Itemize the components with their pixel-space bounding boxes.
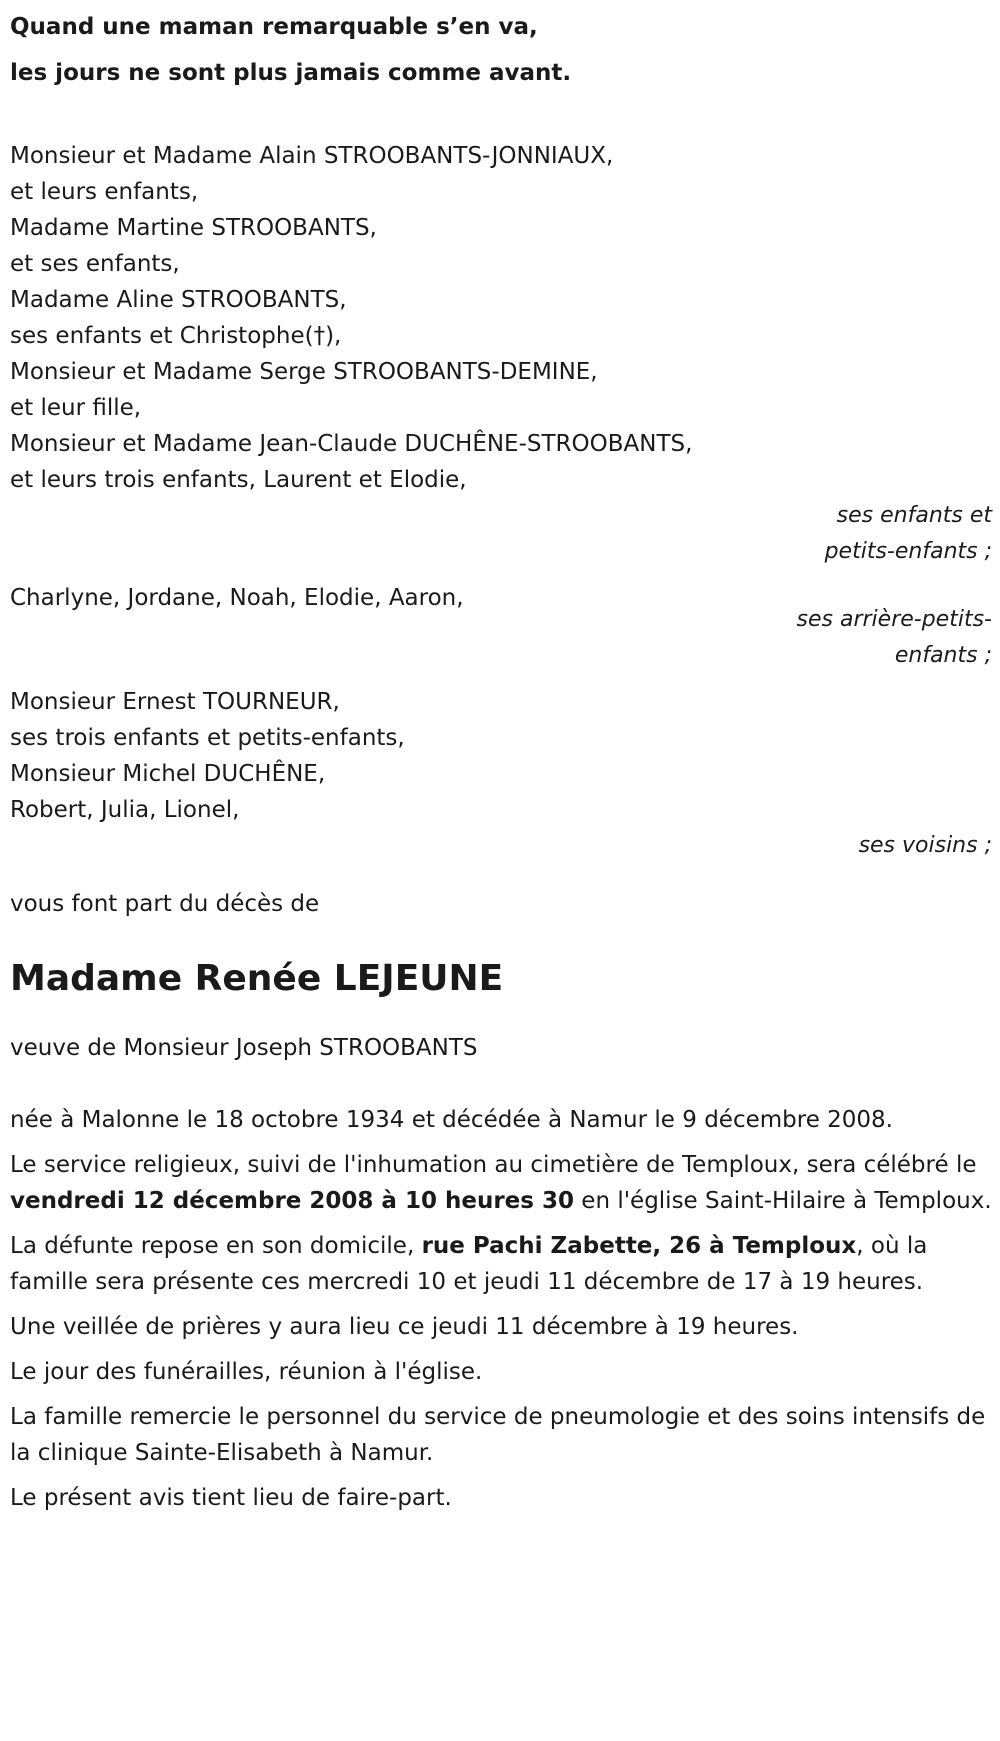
family-line: Monsieur et Madame Jean-Claude DUCHÊNE-STROOBANTS, bbox=[10, 431, 693, 457]
family-line: Monsieur et Madame Serge STROOBANTS-DEMINE, bbox=[10, 359, 598, 385]
family-line: Madame Martine STROOBANTS, bbox=[10, 215, 377, 241]
family-line: et leur fille, bbox=[10, 395, 142, 421]
service-date: vendredi 12 décembre 2008 à 10 heures 30 bbox=[10, 1188, 574, 1214]
death-notice bbox=[10, 0, 992, 1525]
intro-line-2: les jours ne sont plus jamais comme avant. bbox=[10, 60, 572, 86]
widow-of: veuve de Monsieur Joseph STROOBANTS bbox=[10, 1035, 478, 1061]
children-role-line-2: petits-enfants ; bbox=[824, 539, 992, 564]
great-role-line-1: ses arrière-petits- bbox=[796, 607, 992, 632]
family-line: et leurs enfants, bbox=[10, 179, 199, 205]
family-list bbox=[10, 138, 992, 864]
vigil-paragraph: Une veillée de prières y aura lieu ce jeudi 11 décembre à 19 heures. bbox=[10, 1314, 799, 1340]
funeral-meeting-paragraph: Le jour des funérailles, réunion à l'église. bbox=[10, 1359, 483, 1385]
repose-text-post: , où la famille sera présente ces mercredi 10 et jeudi 11 décembre de 17 à 19 heures. bbox=[10, 1233, 928, 1295]
family-line: ses enfants et Christophe(†), bbox=[10, 323, 342, 349]
family-line: Madame Aline STROOBANTS, bbox=[10, 287, 347, 313]
great-role-line-2: enfants ; bbox=[894, 643, 992, 668]
service-paragraph bbox=[10, 1147, 992, 1219]
neighbour-line: ses trois enfants et petits-enfants, bbox=[10, 725, 405, 751]
neighbour-line: Robert, Julia, Lionel, bbox=[10, 797, 240, 823]
repose-paragraph bbox=[10, 1228, 992, 1300]
service-text-pre: Le service religieux, suivi de l'inhumation au cimetière de Temploux, sera célébré le bbox=[10, 1152, 977, 1178]
family-line: et ses enfants, bbox=[10, 251, 180, 277]
intro-line-1: Quand une maman remarquable s’en va, bbox=[10, 14, 538, 40]
intro-quote bbox=[10, 0, 992, 96]
neighbour-line: Monsieur Ernest TOURNEUR, bbox=[10, 689, 340, 715]
family-line: et leurs trois enfants, Laurent et Elodie, bbox=[10, 467, 467, 493]
service-text-post: en l'église Saint-Hilaire à Temploux. bbox=[573, 1188, 992, 1214]
children-role-line-1: ses enfants et bbox=[836, 503, 992, 528]
repose-address: rue Pachi Zabette, 26 à Temploux bbox=[421, 1233, 857, 1259]
notice-paragraph: Le présent avis tient lieu de faire-part. bbox=[10, 1485, 452, 1511]
announce-text: vous font part du décès de bbox=[10, 891, 320, 917]
deceased-name: Madame Renée LEJEUNE bbox=[10, 958, 504, 999]
repose-text-pre: La défunte repose en son domicile, bbox=[10, 1233, 422, 1259]
thanks-paragraph: La famille remercie le personnel du service de pneumologie et des soins intensifs de la clinique Sainte-Elisabeth à Namur. bbox=[10, 1404, 986, 1466]
birth-death-paragraph: née à Malonne le 18 octobre 1934 et décédée à Namur le 9 décembre 2008. bbox=[10, 1107, 893, 1133]
great-grandchildren-line: Charlyne, Jordane, Noah, Elodie, Aaron, bbox=[10, 585, 464, 611]
family-line: Monsieur et Madame Alain STROOBANTS-JONNIAUX, bbox=[10, 143, 614, 169]
neighbours-role: ses voisins ; bbox=[858, 833, 992, 858]
neighbour-line: Monsieur Michel DUCHÊNE, bbox=[10, 761, 326, 787]
details-section bbox=[10, 1102, 992, 1516]
